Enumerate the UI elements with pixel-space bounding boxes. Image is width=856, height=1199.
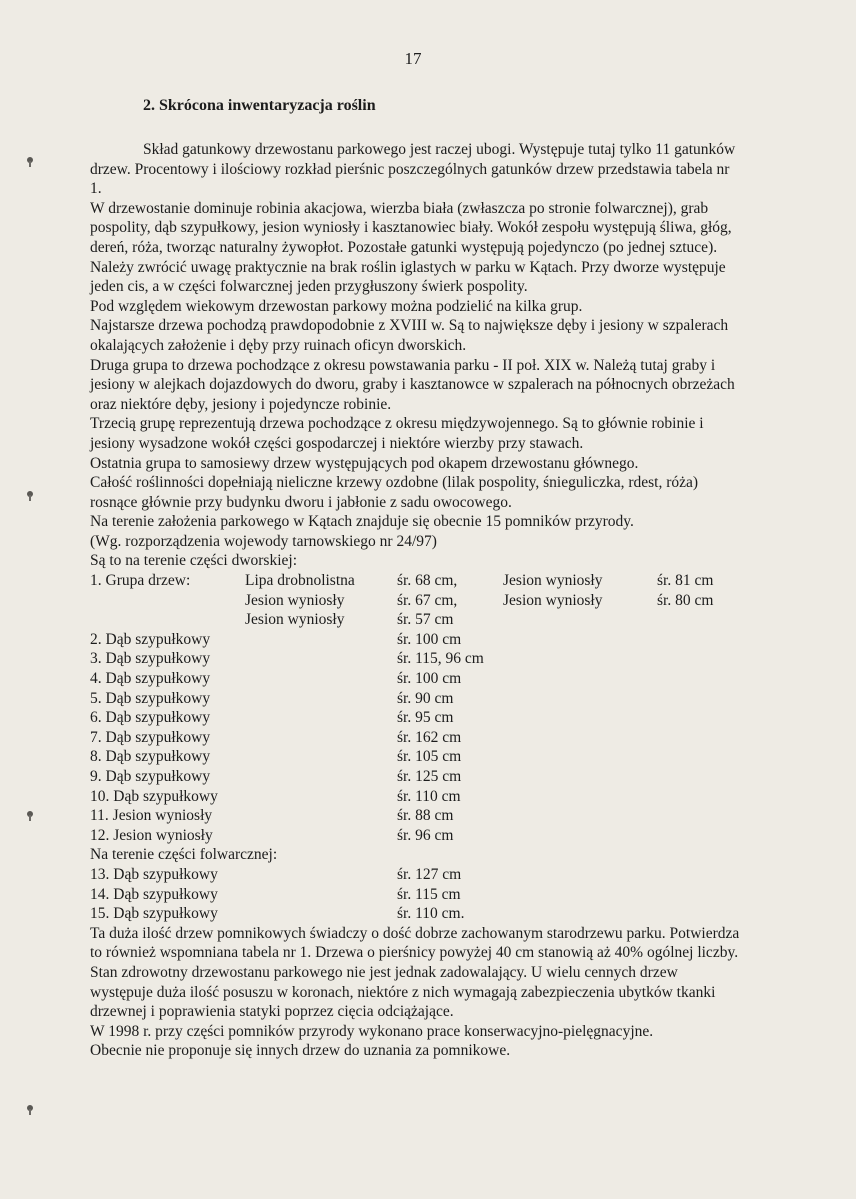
trunk-diameter: śr. 68 cm, (397, 572, 458, 590)
paragraph: Należy zwrócić uwagę praktycznie na brak roślin iglastych w parku w Kątach. Przy dworze występuje jeden cis, a w części folwarcznej jeden przygłuszony świerk pospolity. (90, 258, 726, 296)
monument-name: 5. Dąb szypułkowy (90, 689, 211, 707)
punch-hole-mark (27, 1105, 33, 1111)
punch-hole-mark (27, 157, 33, 163)
species-name: Jesion wyniosły (245, 611, 345, 629)
monument-name: 3. Dąb szypułkowy (90, 650, 211, 668)
paragraph: Druga grupa to drzewa pochodzące z okresu powstawania parku - II poł. XIX w. Należą tutaj graby i jesiony w alejkach dojazdowych do dworu, graby i kasztanowce w szpalerach na północnych obrzeżach oraz niektóre dęby, jesiony i pojedyncze robinie. (90, 356, 735, 413)
page-number: 17 (404, 49, 422, 68)
punch-hole-mark (27, 811, 33, 817)
monument-row (90, 708, 740, 728)
section-heading: 2. Skrócona inwentaryzacja roślin (143, 97, 376, 114)
monument-row (90, 826, 740, 846)
trunk-diameter: śr. 57 cm (397, 611, 454, 629)
paragraph: (Wg. rozporządzenia wojewody tarnowskiego nr 24/97) (90, 532, 437, 550)
trunk-diameter: śr. 95 cm (397, 709, 454, 727)
trunk-diameter: śr. 110 cm (397, 787, 461, 805)
monument-row (90, 649, 740, 669)
monument-row (90, 689, 740, 709)
trunk-diameter: śr. 80 cm (657, 591, 714, 609)
document-body (90, 140, 740, 1061)
paragraph: W drzewostanie dominuje robinia akacjowa, wierzba biała (zwłaszcza po stronie folwarcznej), grab pospolity, dąb szypułkowy, jesion wyniosły i kasztanowiec biały. Wokół zespołu występują śliwa, głóg, dereń, róża, tworząc naturalny żywopłot. Pozostałe gatunki występują pojedynczo (po jednej sztuce). (90, 199, 732, 256)
trunk-diameter: śr. 110 cm. (397, 905, 465, 923)
paragraph: Całość roślinności dopełniają nieliczne krzewy ozdobne (lilak pospolity, śnieguliczka, rdest, róża) rosnące głównie przy budynku dworu i jabłonie z sadu owocowego. (90, 474, 699, 511)
paragraph: W 1998 r. przy części pomników przyrody wykonano prace konserwacyjno-pielęgnacyjne. (90, 1022, 654, 1040)
monument-row (90, 767, 740, 787)
paragraphs-bottom (90, 924, 740, 1061)
trunk-diameter: śr. 100 cm (397, 670, 462, 688)
paragraph: Ta duża ilość drzew pomnikowych świadczy o dość dobrze zachowanym starodrzewu parku. Potwierdza to również wspomniana tabela nr 1. Drzewa o pierśnicy powyżej 40 cm stanowią aż 40% ogólnej liczby. Stan zdrowotny drzewostanu parkowego nie jest jednak zadowalający. U wielu cennych drzew występuje duża ilość posuszu w koronach, niektóre z nich wymagają zabezpieczenia ubytków tkanki drzewnej i poprawienia statyki poprzez cięcia odciążające. (90, 924, 740, 1021)
monuments-manor-list (90, 571, 740, 845)
trunk-diameter: śr. 88 cm (397, 807, 454, 825)
paragraph: Skład gatunkowy drzewostanu parkowego jest raczej ubogi. Występuje tutaj tylko 11 gatunków drzew. Procentowy i ilościowy rozkład pierśnic poszczególnych gatunków drzew przedstawia tabela nr 1. (90, 141, 736, 198)
trunk-diameter: śr. 115, 96 cm (397, 650, 484, 668)
monument-row (90, 571, 740, 591)
paragraphs-top (90, 140, 740, 571)
paragraph: Ostatnia grupa to samosiewy drzew występujących pod okapem drzewostanu głównego. (90, 454, 639, 472)
trunk-diameter: śr. 90 cm (397, 689, 454, 707)
paragraph: Najstarsze drzewa pochodzą prawdopodobnie z XVIII w. Są to największe dęby i jesiony w szpalerach okalających założenie i dęby przy ruinach oficyn dworskich. (90, 317, 729, 354)
species-name: Lipa drobnolistna (245, 572, 355, 590)
monument-row (90, 904, 740, 924)
monument-name: 6. Dąb szypułkowy (90, 709, 211, 727)
trunk-diameter: śr. 162 cm (397, 728, 462, 746)
monument-row (90, 806, 740, 826)
monument-name: 12. Jesion wyniosły (90, 826, 213, 844)
monument-name: 13. Dąb szypułkowy (90, 865, 218, 883)
monument-row (90, 728, 740, 748)
trunk-diameter: śr. 125 cm (397, 768, 462, 785)
species-name: Jesion wyniosły (503, 591, 603, 609)
monument-name: 14. Dąb szypułkowy (90, 885, 218, 903)
monument-name: 9. Dąb szypułkowy (90, 768, 211, 785)
monuments-farm-list (90, 865, 740, 924)
monument-row (90, 747, 740, 767)
monument-name: 2. Dąb szypułkowy (90, 630, 211, 648)
monument-name: 8. Dąb szypułkowy (90, 748, 211, 766)
trunk-diameter: śr. 67 cm, (397, 591, 458, 609)
monument-name: 10. Dąb szypułkowy (90, 787, 218, 805)
farm-section-heading: Na terenie części folwarcznej: (90, 846, 278, 864)
monument-row (90, 630, 740, 650)
paragraph: Trzecią grupę reprezentują drzewa pochodzące z okresu międzywojennego. Są to głównie robinie i jesiony wysadzone wokół części gospodarczej i niektóre wierzby przy stawach. (90, 415, 704, 452)
paragraph: Są to na terenie części dworskiej: (90, 552, 298, 570)
trunk-diameter: śr. 81 cm (657, 572, 714, 590)
trunk-diameter: śr. 105 cm (397, 748, 462, 766)
trunk-diameter: śr. 100 cm (397, 630, 462, 648)
paragraph: Na terenie założenia parkowego w Kątach znajduje się obecnie 15 pomników przyrody. (90, 513, 634, 531)
monument-row (90, 610, 740, 630)
monument-row (90, 787, 740, 807)
monument-name: 7. Dąb szypułkowy (90, 728, 211, 746)
trunk-diameter: śr. 96 cm (397, 826, 454, 844)
trunk-diameter: śr. 127 cm (397, 865, 462, 883)
monument-name: 11. Jesion wyniosły (90, 807, 213, 825)
monument-row (90, 885, 740, 905)
monument-row (90, 669, 740, 689)
monument-name: 1. Grupa drzew: (90, 572, 191, 590)
species-name: Jesion wyniosły (503, 572, 603, 590)
monument-name: 4. Dąb szypułkowy (90, 670, 211, 688)
paragraph: Pod względem wiekowym drzewostan parkowy można podzielić na kilka grup. (90, 297, 583, 315)
monument-row (90, 865, 740, 885)
trunk-diameter: śr. 115 cm (397, 885, 461, 903)
monument-name: 15. Dąb szypułkowy (90, 905, 218, 923)
punch-hole-mark (27, 491, 33, 497)
paragraph: Obecnie nie proponuje się innych drzew do uznania za pomnikowe. (90, 1042, 511, 1060)
species-name: Jesion wyniosły (245, 591, 345, 609)
monument-row (90, 591, 740, 611)
